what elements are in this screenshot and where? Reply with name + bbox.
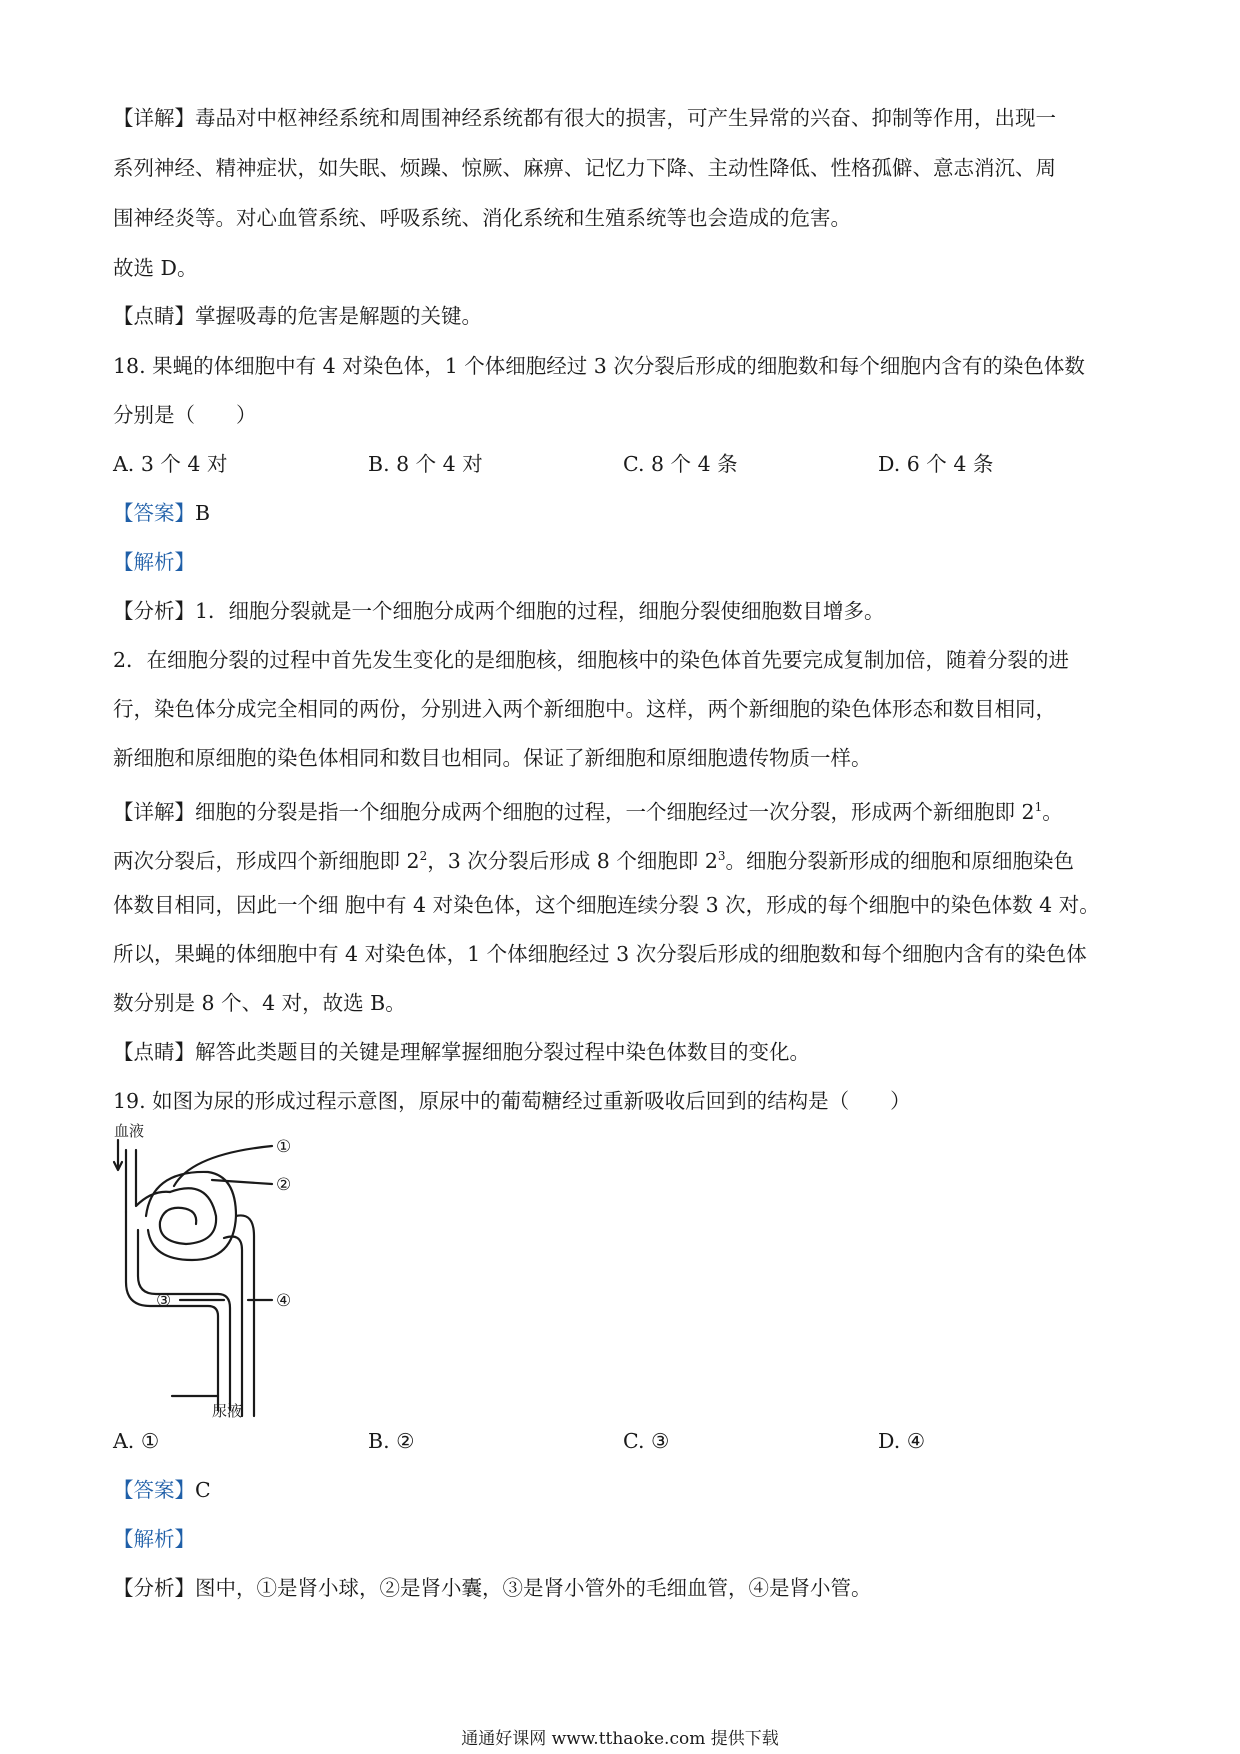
q17-detail-line-2: 系列神经、精神症状，如失眠、烦躁、惊厥、麻痹、记忆力下降、主动性降低、性格孤僻、意志消沉、周 xyxy=(113,156,1056,180)
nephron-diagram xyxy=(112,1120,332,1420)
q17-tip xyxy=(113,301,482,331)
q18-detail-text-1-end: 。 xyxy=(1042,800,1063,824)
superscript: 1 xyxy=(1034,800,1043,814)
q18-analysis-tag: 【解析】 xyxy=(113,550,195,574)
q18-detail-line-3: 体数目相同，因此一个细 胞中有 4 对染色体，这个细胞连续分裂 3 次，形成的每个细胞中的染色体数 4 对。 xyxy=(113,893,1100,917)
fenxi-tag: 【分析】 xyxy=(113,1576,195,1600)
q19-option-d: D. ④ xyxy=(878,1429,926,1453)
tubule-inner xyxy=(224,1237,242,1417)
q18-fenxi-line-4: 新细胞和原细胞的染色体相同和数目也相同。保证了新细胞和原细胞遗传物质一样。 xyxy=(113,746,872,770)
superscript: 2 xyxy=(419,849,428,863)
q18-tip xyxy=(113,1037,810,1067)
glomerulus-loop xyxy=(160,1188,216,1244)
q18-option-c: C. 8 个 4 条 xyxy=(623,452,738,476)
detail-tag: 【详解】 xyxy=(113,106,195,130)
q18-fenxi-line-3: 行，染色体分成完全相同的两份，分别进入两个新细胞中。这样，两个新细胞的染色体形态和数目相同， xyxy=(113,697,1056,721)
q18-option-d: D. 6 个 4 条 xyxy=(878,452,994,476)
q18-detail-line-4: 所以，果蝇的体细胞中有 4 对染色体，1 个体细胞经过 3 次分裂后形成的细胞数和每个细胞内含有的染色体 xyxy=(113,942,1087,966)
q19-fenxi-text: 图中，①是肾小球，②是肾小囊，③是肾小管外的毛细血管，④是肾小管。 xyxy=(195,1576,872,1600)
q17-detail-text-1: 毒品对中枢神经系统和周围神经系统都有很大的损害，可产生异常的兴奋、抑制等作用，出现一 xyxy=(195,106,1056,130)
label-blood: 血液 xyxy=(114,1124,145,1140)
fenxi-tag: 【分析】 xyxy=(113,599,195,623)
label-urine: 尿液 xyxy=(212,1404,243,1420)
answer-tag: 【答案】 xyxy=(113,501,195,525)
q18-answer-value: B xyxy=(195,501,211,525)
q18-stem-line-2: 分别是（ ） xyxy=(113,403,257,427)
q17-detail-line-3: 围神经炎等。对心血管系统、呼吸系统、消化系统和生殖系统等也会造成的危害。 xyxy=(113,206,851,230)
q18-stem-line-1: 18. 果蝇的体细胞中有 4 对染色体，1 个体细胞经过 3 次分裂后形成的细胞数和每个细胞内含有的染色体数 xyxy=(113,354,1085,378)
q19-analysis-tag: 【解析】 xyxy=(113,1527,195,1551)
q18-answer xyxy=(113,498,210,528)
q18-detail-text-1: 细胞的分裂是指一个细胞分成两个细胞的过程，一个细胞经过一次分裂，形成两个新细胞即 2 xyxy=(195,800,1035,824)
marker-4: ④ xyxy=(276,1291,292,1311)
q19-answer xyxy=(113,1475,211,1505)
tubule-outer xyxy=(236,1215,254,1416)
q17-tip-text: 掌握吸毒的危害是解题的关键。 xyxy=(195,304,482,328)
q17-detail-line-1 xyxy=(113,103,1056,133)
marker-3: ③ xyxy=(156,1291,172,1311)
afferent-vessel-inner xyxy=(136,1150,170,1206)
tip-tag: 【点睛】 xyxy=(113,304,195,328)
q19-option-c: C. ③ xyxy=(623,1429,670,1453)
q18-fenxi-line-1 xyxy=(113,596,885,626)
capillary-inner xyxy=(138,1230,230,1410)
q19-answer-value: C xyxy=(195,1478,211,1502)
footer-source: 通通好课网 www.tthaoke.com 提供下载 xyxy=(461,1729,779,1749)
q18-detail-text-2c: 。细胞分裂新形成的细胞和原细胞染色 xyxy=(725,849,1075,873)
superscript: 3 xyxy=(717,849,726,863)
q18-detail-text-2a: 两次分裂后，形成四个新细胞即 2 xyxy=(113,849,420,873)
q19-option-a: A. ① xyxy=(113,1429,160,1453)
q18-detail-text-2b: ，3 次分裂后形成 8 个细胞即 2 xyxy=(427,849,718,873)
q18-tip-text: 解答此类题目的关键是理解掌握细胞分裂过程中染色体数目的变化。 xyxy=(195,1040,810,1064)
answer-tag: 【答案】 xyxy=(113,1478,195,1502)
q17-choice: 故选 D。 xyxy=(113,256,198,280)
tip-tag: 【点睛】 xyxy=(113,1040,195,1064)
marker-1: ① xyxy=(276,1137,292,1157)
marker-2: ② xyxy=(276,1175,292,1195)
q18-detail-line-1 xyxy=(113,792,1063,827)
q18-option-a: A. 3 个 4 对 xyxy=(113,452,228,476)
detail-tag: 【详解】 xyxy=(113,800,195,824)
q18-fenxi-text-1: 1．细胞分裂就是一个细胞分成两个细胞的过程，细胞分裂使细胞数目增多。 xyxy=(195,599,885,623)
capsule-outer xyxy=(146,1172,236,1260)
q18-detail-line-5: 数分别是 8 个、4 对，故选 B。 xyxy=(113,991,406,1015)
q18-detail-line-2 xyxy=(113,841,1074,876)
q18-fenxi-line-2: 2．在细胞分裂的过程中首先发生变化的是细胞核，细胞核中的染色体首先要完成复制加倍，随着分裂的进 xyxy=(113,648,1070,672)
leader-2 xyxy=(212,1180,272,1184)
q19-fenxi xyxy=(113,1573,872,1603)
q19-option-b: B. ② xyxy=(368,1429,415,1453)
q19-options xyxy=(113,1426,1133,1456)
q18-option-b: B. 8 个 4 对 xyxy=(368,452,483,476)
q19-stem: 19. 如图为尿的形成过程示意图，原尿中的葡萄糖经过重新吸收后回到的结构是（ ） xyxy=(113,1089,911,1113)
q18-options xyxy=(113,449,1133,479)
